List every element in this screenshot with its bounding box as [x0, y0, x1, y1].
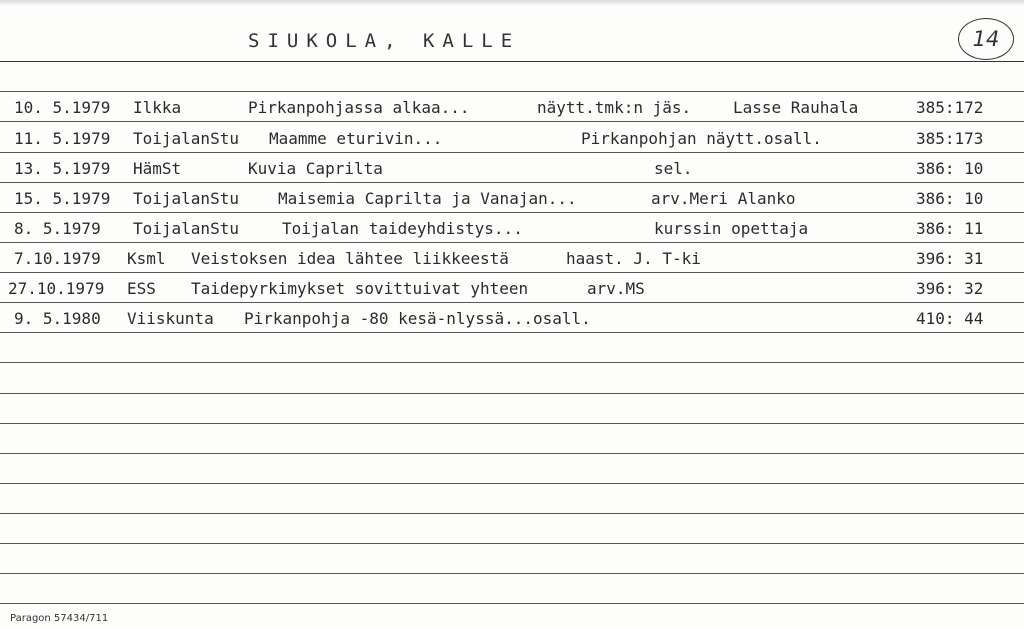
entry-source: Ilkka [133, 98, 182, 117]
entry-author: Lasse Rauhala [733, 98, 859, 117]
entry-title: Toijalan taideyhdistys... [282, 219, 523, 238]
row-rule [0, 393, 1024, 394]
row-rule [0, 543, 1024, 544]
entry-note: Pirkanpohjan näytt.osall. [581, 129, 822, 148]
print-code: Paragon 57434/711 [10, 613, 109, 624]
card-top-edge [0, 0, 1024, 6]
entry-title: Pirkanpohja -80 kesä-nlyssä...osall. [244, 309, 591, 328]
entry-ref: 396: 31 [916, 249, 984, 268]
entry-note: arv.MS [587, 279, 645, 298]
entry-note: haast. J. T-ki [566, 249, 701, 268]
row-rule [0, 152, 1024, 153]
row-rule [0, 573, 1024, 574]
row-rule [0, 212, 1024, 213]
row-rule [0, 423, 1024, 424]
row-rule [0, 453, 1024, 454]
row-rule [0, 603, 1024, 604]
entry-note: sel. [654, 159, 693, 178]
row-rule [0, 91, 1024, 92]
entry-note: näytt.tmk:n jäs. [537, 98, 692, 117]
entry-date: 8. 5.1979 [14, 219, 101, 238]
page-number-circle: 14 [958, 18, 1014, 60]
entry-date: 27.10.1979 [8, 279, 105, 298]
entry-title: Maisemia Caprilta ja Vanajan... [278, 189, 577, 208]
entry-title: Veistoksen idea lähtee liikkeestä [191, 249, 509, 268]
row-rule [0, 272, 1024, 273]
row-rule [0, 332, 1024, 333]
row-rule [0, 121, 1024, 122]
entry-title: Pirkanpohjassa alkaa... [248, 98, 470, 117]
entry-ref: 386: 11 [916, 219, 984, 238]
entry-source: ToijalanStu [133, 189, 239, 208]
entry-title: Kuvia Caprilta [248, 159, 383, 178]
row-rule [0, 182, 1024, 183]
row-rule [0, 513, 1024, 514]
row-rule [0, 242, 1024, 243]
entry-source: ESS [127, 279, 156, 298]
row-rule [0, 483, 1024, 484]
entry-date: 15. 5.1979 [14, 189, 111, 208]
entry-title: Taidepyrkimykset sovittuivat yhteen [191, 279, 529, 298]
entry-ref: 410: 44 [916, 309, 984, 328]
entry-ref: 386: 10 [916, 159, 984, 178]
entry-ref: 396: 32 [916, 279, 984, 298]
entry-source: Ksml [127, 249, 166, 268]
entry-note: kurssin opettaja [654, 219, 809, 238]
entry-date: 10. 5.1979 [14, 98, 111, 117]
row-rule [0, 302, 1024, 303]
row-rule [0, 362, 1024, 363]
entry-date: 9. 5.1980 [14, 309, 101, 328]
entry-ref: 385:172 [916, 98, 984, 117]
entry-source: ToijalanStu [133, 219, 239, 238]
entry-title: Maamme eturivin... [269, 129, 443, 148]
entry-source: HämSt [133, 159, 182, 178]
entry-date: 13. 5.1979 [14, 159, 111, 178]
entry-date: 7.10.1979 [14, 249, 101, 268]
entry-note: arv.Meri Alanko [651, 189, 796, 208]
entry-source: ToijalanStu [133, 129, 239, 148]
entry-date: 11. 5.1979 [14, 129, 111, 148]
entry-ref: 386: 10 [916, 189, 984, 208]
entry-source: Viiskunta [127, 309, 214, 328]
entry-ref: 385:173 [916, 129, 984, 148]
header-rule [0, 61, 1024, 62]
person-name: SIUKOLA, KALLE [248, 30, 521, 52]
